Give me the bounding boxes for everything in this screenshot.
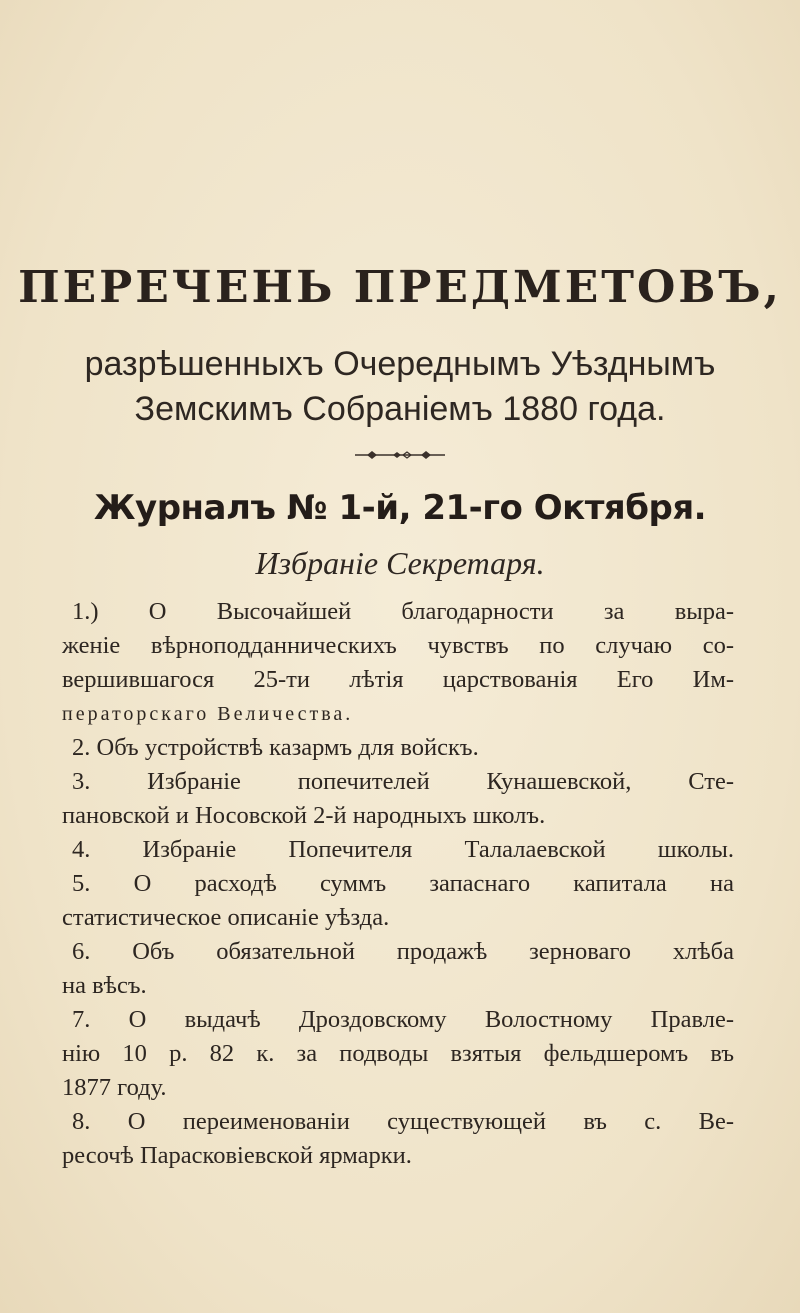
item-line: на вѣсъ. [62,972,147,999]
item-line: ператорскаго Величества. [62,703,354,725]
list-item [62,595,734,731]
item-line: пановской и Носовской 2-й народныхъ школъ. [62,802,546,829]
item-line: 1877 году. [62,1074,167,1101]
list-item [62,1105,734,1173]
list-item [62,765,734,833]
item-line: 5. О расходѣ суммъ запаснаго капитала на [72,870,734,897]
list-item [62,1003,734,1105]
section-heading: Избраніе Секретаря. [255,545,545,581]
item-line: нію 10 р. 82 к. за подводы взятыя фельдшеромъ въ [62,1040,734,1067]
item-line: 7. О выдачѣ Дроздовскому Волостному Правле- [72,1006,734,1033]
item-line: 1.) О Высочайшей благодарности за выра- [72,598,734,625]
divider-ornament [355,448,445,462]
list-item [62,731,734,765]
subtitle-line-2: Земскимъ Собраніемъ 1880 года. [134,390,666,428]
list-item [62,935,734,1003]
list-item [62,867,734,935]
item-line: вершившагося 25-ти лѣтія царствованія Его Им- [62,666,734,693]
item-line: 3. Избраніе попечителей Кунашевской, Сте- [72,768,734,795]
item-line: ресочѣ Парасковіевской ярмарки. [62,1142,412,1169]
item-line: 6. Объ обязательной продажѣ зерноваго хлѣба [72,938,734,965]
item-line: 2. Объ устройствѣ казармъ для войскъ. [72,734,479,761]
list-item [62,833,734,867]
item-line: 8. О переименованіи существующей въ с. Ве- [72,1108,734,1135]
item-line: 4. Избраніе Попечителя Талалаевской школы. [72,836,734,863]
journal-heading: Журналъ № 1-й, 21-го Октября. [93,488,707,528]
items-list [62,595,734,1173]
item-line: статистическое описаніе уѣзда. [62,904,390,931]
page-title: ПЕРЕЧЕНЬ ПРЕДМЕТОВЪ, [18,262,782,313]
subtitle-line-1: разрѣшенныхъ Очереднымъ Уѣзднымъ [84,345,716,383]
item-line: женіе вѣрноподданническихъ чувствъ по случаю со- [62,632,734,659]
